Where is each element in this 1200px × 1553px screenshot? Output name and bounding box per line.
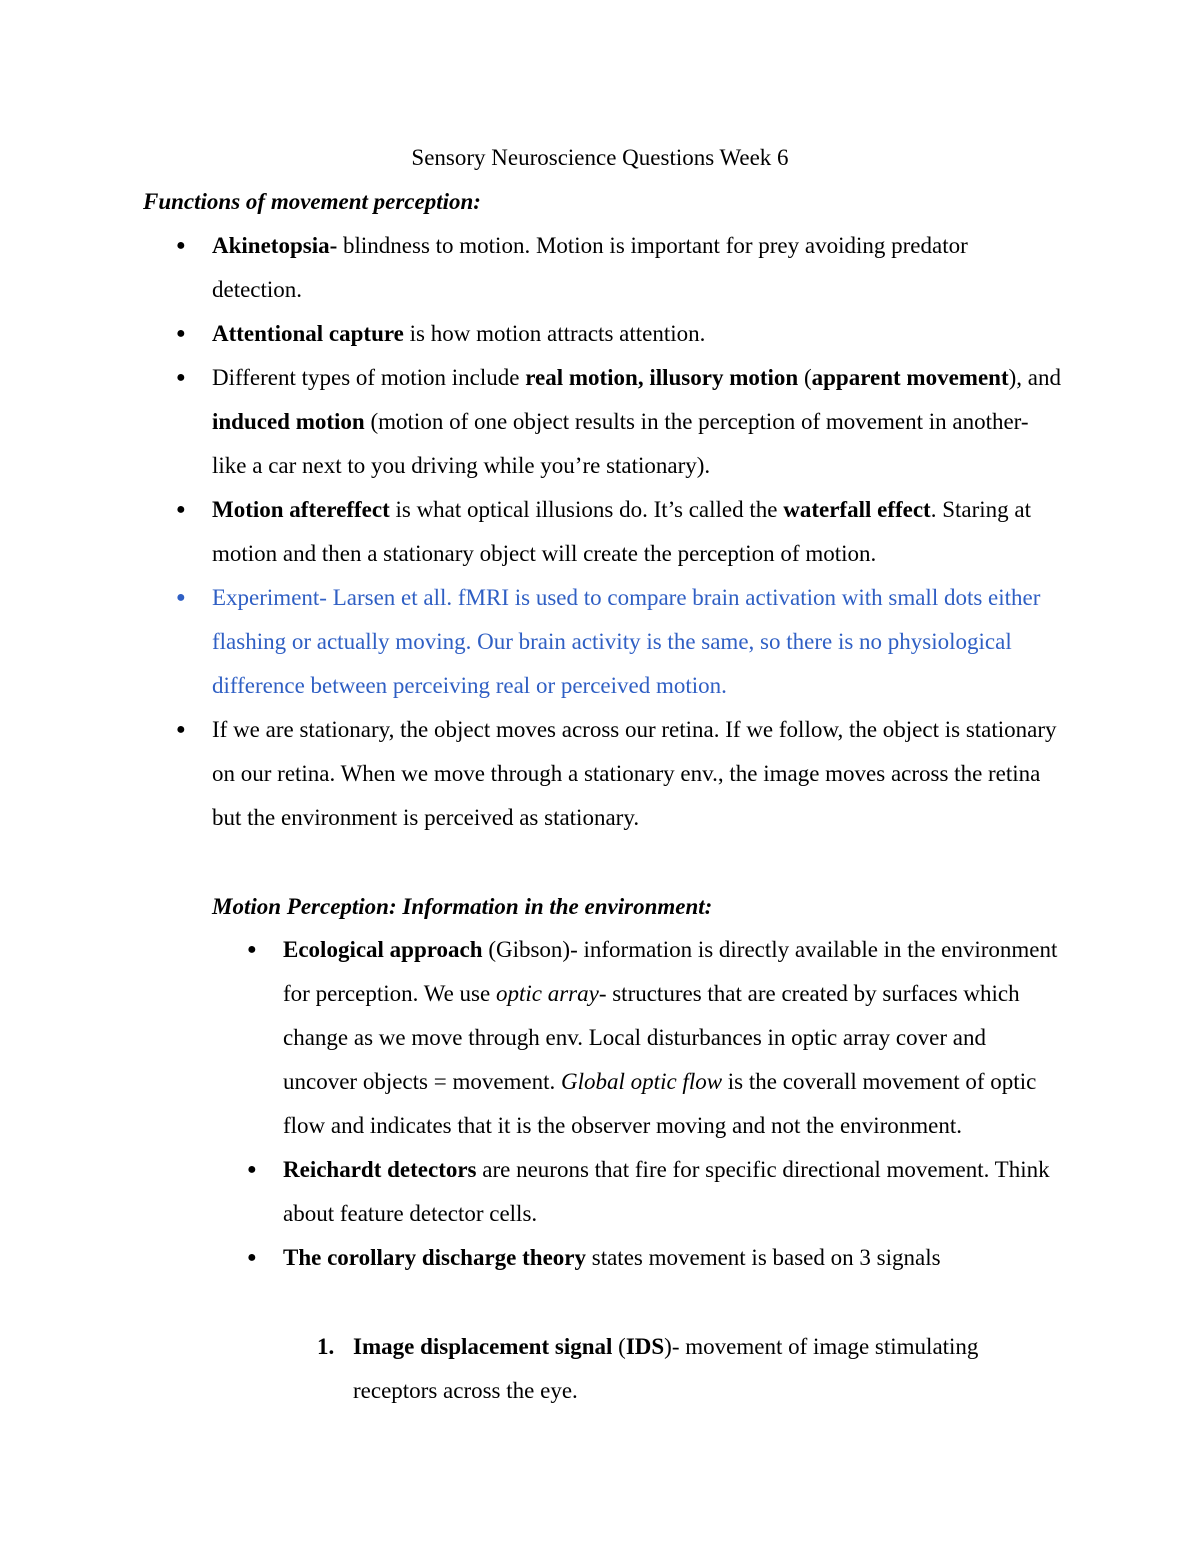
term-waterfall-effect: waterfall effect (783, 497, 931, 522)
item-text: is how motion attracts attention. (403, 321, 706, 346)
term-ecological-approach: Ecological approach (283, 937, 483, 962)
item-text: ( (612, 1334, 626, 1359)
item-text: is the coverall movement of optic flow and indicates that it is the observer moving and not the environment. (283, 1069, 1037, 1138)
list-item-experiment (176, 576, 1062, 708)
signals-numbered-list (317, 1325, 1063, 1413)
term-apparent-movement: apparent movement (811, 365, 1009, 390)
item-text: is what optical illusions do. It’s called the (389, 497, 784, 522)
bullet-icon: ● (176, 325, 186, 342)
list-item (247, 928, 1063, 1148)
list-item (176, 488, 1062, 576)
term-ids: IDS (625, 1334, 665, 1359)
term-global-optic-flow: Global optic flow (561, 1069, 723, 1094)
item-text: blindness to motion. Motion is important for prey avoiding predator detection. (212, 233, 968, 302)
term-motion-aftereffect: Motion aftereffect (212, 497, 390, 522)
term-image-displacement-signal: Image displacement signal (353, 1334, 613, 1359)
list-item (247, 1236, 1063, 1280)
item-text: Experiment- Larsen et all. fMRI is used to compare brain activation with small dots either flashing or actually moving. Our brain activity is the same, so there is no physiological difference between perceiving real or perceived motion. (212, 585, 1041, 698)
bullet-icon: ● (247, 941, 257, 958)
item-text: states movement is based on 3 signals (586, 1245, 941, 1270)
item-text: )- movement of image stimulating receptors across the eye. (353, 1334, 979, 1403)
bullet-icon: ● (176, 501, 186, 518)
list-item (176, 356, 1062, 488)
item-text: - structures that are created by surfaces which change as we move through env. Local disturbances in optic array cover and uncover objects = movement. (283, 981, 1020, 1094)
term-corollary-discharge-theory: The corollary discharge theory (283, 1245, 586, 1270)
item-text: (Gibson)- information is directly available in the environment for perception. We use (283, 937, 1058, 1006)
bullet-icon: ● (176, 589, 186, 606)
list-item (176, 224, 1062, 312)
term-real-illusory-motion: real motion, illusory motion (525, 365, 799, 390)
bullet-icon: ● (247, 1249, 257, 1266)
functions-list (176, 224, 1062, 840)
item-text: ( (798, 365, 812, 390)
list-item (247, 1148, 1063, 1236)
term-attentional-capture: Attentional capture (212, 321, 404, 346)
term-induced-motion: induced motion (212, 409, 365, 434)
bullet-icon: ● (176, 721, 186, 738)
item-text: Different types of motion include (212, 365, 526, 390)
item-text: (motion of one object results in the perception of movement in another- like a car next to you driving while you’re stationary). (212, 409, 1029, 478)
section-heading-motion-perception: Motion Perception: Information in the environment: (212, 894, 713, 919)
bullet-icon: ● (176, 237, 186, 254)
bullet-icon: ● (176, 369, 186, 386)
section-heading-functions: Functions of movement perception: (143, 189, 481, 214)
numbered-item (317, 1325, 1063, 1413)
item-text: If we are stationary, the object moves across our retina. If we follow, the object is stationary on our retina. When we move through a stationary env., the image moves across the retina but the environment is perceived as stationary. (212, 717, 1057, 830)
term-reichardt-detectors: Reichardt detectors (283, 1157, 477, 1182)
list-item (176, 708, 1062, 840)
item-number: 1. (317, 1334, 335, 1359)
item-text: . Staring at motion and then a stationary object will create the perception of motion. (212, 497, 1032, 566)
term-akinetopsia: Akinetopsia- (212, 233, 338, 258)
item-text: are neurons that fire for specific directional movement. Think about feature detector cells. (283, 1157, 1050, 1226)
motion-perception-list (247, 928, 1063, 1280)
term-optic-array: optic array (495, 981, 599, 1006)
bullet-icon: ● (247, 1161, 257, 1178)
page-title: Sensory Neuroscience Questions Week 6 (411, 145, 789, 170)
item-text: ), and (1008, 365, 1061, 390)
list-item (176, 312, 1062, 356)
